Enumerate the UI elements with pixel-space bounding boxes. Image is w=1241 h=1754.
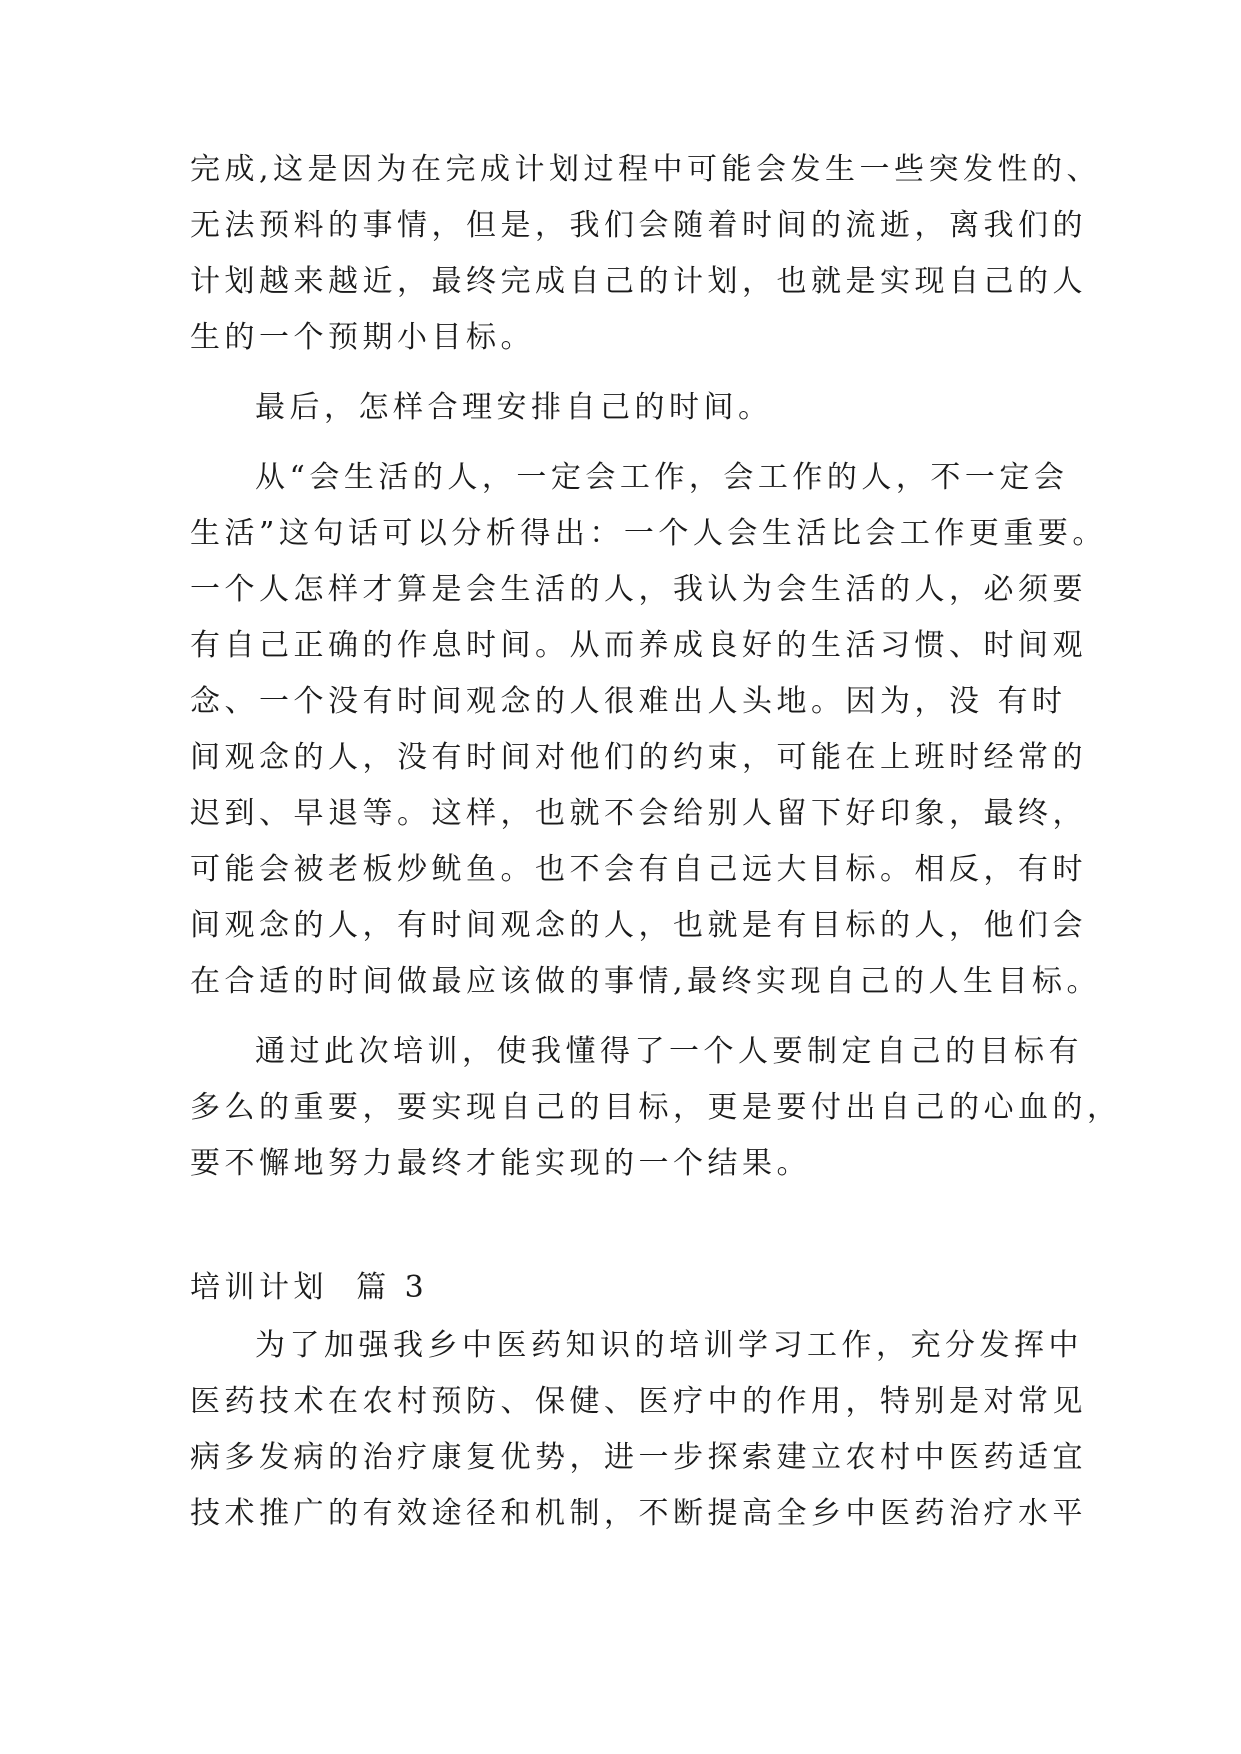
paragraph-line: 在合适的时间做最应该做的事情,最终实现自己的人生目标。 — [190, 964, 1102, 999]
paragraph-line: 医药技术在农村预防、保健、医疗中的作用，特别是对常见 — [190, 1384, 1087, 1419]
paragraph-line: 有自己正确的作息时间。从而养成良好的生活习惯、时间观 — [190, 628, 1087, 663]
paragraph-line: 无法预料的事情，但是，我们会随着时间的流逝，离我们的 — [190, 208, 1087, 243]
paragraph-line: 从“会生活的人，一定会工作，会工作的人，不一定会 — [255, 460, 1069, 495]
paragraph-line: 生活”这句话可以分析得出：一个人会生活比会工作更重要。 — [190, 516, 1107, 551]
paragraph-line: 迟到、早退等。这样，也就不会给别人留下好印象，最终， — [190, 796, 1087, 831]
paragraph-line: 病多发病的治疗康复优势，进一步探索建立农村中医药适宜 — [190, 1440, 1087, 1475]
paragraph-line: 生的一个预期小目标。 — [190, 320, 535, 355]
paragraph-line: 念、一个没有时间观念的人很难出人头地。因为，没 有时 — [190, 684, 1067, 719]
paragraph-line: 计划越来越近，最终完成自己的计划，也就是实现自己的人 — [190, 264, 1087, 299]
paragraph-line: 可能会被老板炒鱿鱼。也不会有自己远大目标。相反，有时 — [190, 852, 1087, 887]
section-heading: 培训计划 篇 3 — [190, 1270, 429, 1305]
paragraph-line: 通过此次培训，使我懂得了一个人要制定自己的目标有 — [255, 1034, 1083, 1069]
paragraph-line: 技术推广的有效途径和机制，不断提高全乡中医药治疗水平 — [190, 1496, 1087, 1531]
paragraph-line: 多么的重要，要实现自己的目标，更是要付出自己的心血的， — [190, 1090, 1122, 1125]
paragraph-line: 间观念的人，没有时间对他们的约束，可能在上班时经常的 — [190, 740, 1087, 775]
paragraph-line: 要不懈地努力最终才能实现的一个结果。 — [190, 1146, 811, 1181]
paragraph-line: 为了加强我乡中医药知识的培训学习工作，充分发挥中 — [255, 1328, 1083, 1363]
paragraph-line: 完成,这是因为在完成计划过程中可能会发生一些突发性的、 — [190, 152, 1102, 187]
paragraph-line: 最后，怎样合理安排自己的时间。 — [255, 390, 773, 425]
paragraph-line: 间观念的人，有时间观念的人，也就是有目标的人，他们会 — [190, 908, 1087, 943]
paragraph-line: 一个人怎样才算是会生活的人，我认为会生活的人，必须要 — [190, 572, 1087, 607]
